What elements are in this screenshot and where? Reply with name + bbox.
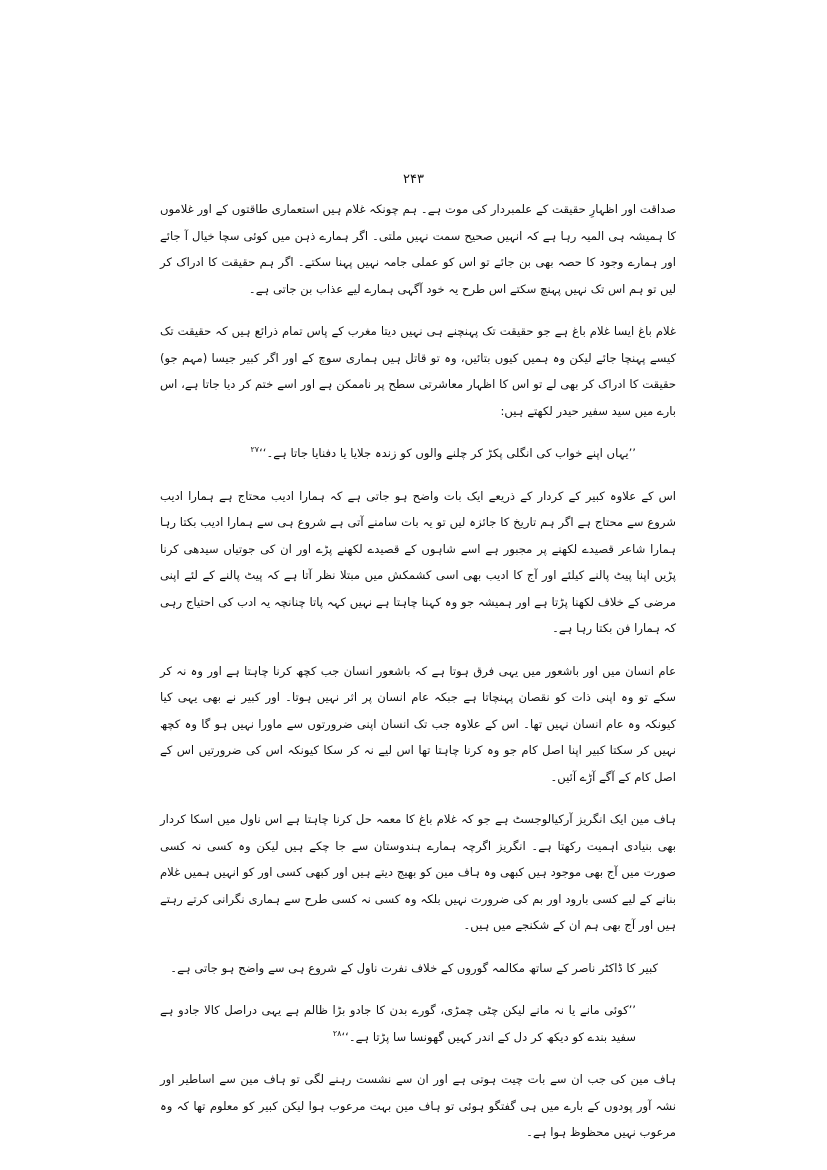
footnote-marker: ۲۸ <box>332 1028 342 1038</box>
quote-text: ’’کوئی مانے یا نہ مانے لیکن چٹی چمڑی، گورے بدن کا جادو بڑا ظالم ہے یہی دراصل کالا جادو ہے سفید بندے کو دیکھ کر دل کے اندر کہیں گھونسا سا پڑتا ہے۔‘‘ <box>160 1003 636 1044</box>
paragraph-1: صداقت اور اظہارِ حقیقت کے علمبردار کی موت ہے۔ ہم چونکہ غلام ہیں استعماری طاقتوں کے اور غلاموں کا ہمیشہ ہی المیہ رہا ہے کہ انہیں صحیح سمت نہیں ملتی۔ اگر ہمارے ذہن میں کوئی سچا خیال آ جائے اور ہمارے وجود کا حصہ بھی بن جائے تو اس کو عملی جامہ نہیں پہنا سکتے۔ اگر ہم حقیقت کا ادراک کر لیں تو ہم اس تک نہیں پہنچ سکتے اس طرح یہ خود آگہی ہمارے لیے عذاب بن جاتی ہے۔ <box>160 202 676 296</box>
quote-intro: کبیر کا ڈاکٹر ناصر کے ساتھ مکالمہ گوروں کے خلاف نفرت ناول کے شروع ہی سے واضح ہو جاتی ہے۔ <box>170 960 658 975</box>
block-quote-2 <box>160 997 636 1050</box>
footnote-marker: ۲۷ <box>250 445 260 455</box>
document-body <box>160 196 676 1162</box>
paragraph-3: اس کے علاوہ کبیر کے کردار کے ذریعے ایک بات واضح ہو جاتی ہے کہ ہمارا ادیب محتاج ہے ہمارا ادیب شروع سے محتاج ہے اگر ہم تاریخ کا جائزہ لیں تو یہ بات سامنے آتی ہے شروع ہی سے ہمارا ادیب بکتا رہا ہمارا شاعر قصیدے لکھنے پر مجبور ہے اسے شاہوں کے قصیدے لکھنے پڑے اور ان کی جوتیاں سیدھی کرنا پڑیں اپنا پیٹ پالنے کیلئے اور آج کا ادیب بھی اسی کشمکش میں مبتلا نظر آتا ہے کہ پیٹ پالنے کے لئے اپنی مرضی کے خلاف لکھنا پڑتا ہے اور ہمیشہ جو وہ کہنا چاہتا ہے نہیں کہہ پاتا چنانچہ یہ ادب کی احتیاج رہی کہ ہمارا فن بکتا رہا ہے۔ <box>160 488 676 635</box>
paragraph-5: ہاف مین ایک انگریز آرکیالوجسٹ ہے جو کہ غلام باغ کا معمہ حل کرنا چاہتا ہے اس ناول میں اسکا کردار بھی بنیادی اہمیت رکھتا ہے۔ انگریز اگرچہ ہمارے ہندوستان سے جا چکے ہیں لیکن وہ کسی نہ کسی صورت میں آج بھی موجود ہیں کبھی وہ ہاف مین کو بھیج دیتے ہیں اور کبھی کسی اور کو انہیں ہمیں غلام بنانے کے لیے کسی بارود اور بم کی ضرورت نہیں بلکہ وہ کسی نہ کسی طرح سے ہماری نگرانی کرتے رہتے ہیں اور آج بھی ہم ان کے شکنجے میں ہیں۔ <box>160 812 676 932</box>
page-number: ۲۴۳ <box>403 172 424 187</box>
paragraph-6: ہاف مین کی جب ان سے بات چیت ہوتی ہے اور ان سے نشست رہنے لگی تو ہاف مین سے اساطیر اور نشہ آور پودوں کے بارے میں ہی گفتگو ہوئی تو ہاف مین بہت مرعوب ہوا لیکن کبیر کو معلوم تھا کہ وہ مرعوب نہیں محظوظ ہوا ہے۔ <box>160 1072 676 1139</box>
paragraph-2: غلام باغ ایسا غلام باغ ہے جو حقیقت تک پہنچنے ہی نہیں دیتا مغرب کے پاس تمام ذرائع ہیں کہ حقیقت تک کیسے پہنچا جائے لیکن وہ ہمیں کیوں بتائیں، وہ تو قاتل ہیں ہماری سوچ کے اور اگر کبیر جیسا (مہم جو) حقیقت کا ادراک کر بھی لے تو اس کا اظہار معاشرتی سطح پر ناممکن ہے اور اسے ختم کر دیا جاتا ہے، اس بارے میں سید سفیر حیدر لکھتے ہیں: <box>160 324 676 418</box>
paragraph-4: عام انسان میں اور باشعور میں یہی فرق ہوتا ہے کہ باشعور انسان جب کچھ کرنا چاہتا ہے اور وہ نہ کر سکے تو وہ اپنی ذات کو نقصان پہنچاتا ہے جبکہ عام انسان پر اثر نہیں ہوتا۔ اور کبیر نے بھی یہی کیا کیونکہ وہ عام انسان نہیں تھا۔ اس کے علاوہ جب تک انسان اپنی ضرورتوں سے ماورا نہیں ہو گا وہ کچھ نہیں کر سکتا کبیر اپنا اصل کام جو وہ کرنا چاہتا تھا اس لیے نہ کر سکا کیونکہ اس کی ضرورتیں اس کے اصل کام کے آگے آڑے آئیں۔ <box>160 663 676 784</box>
quote-text: ’’یہاں اپنے خواب کی انگلی پکڑ کر چلنے والوں کو زندہ جلایا یا دفنایا جاتا ہے۔‘‘ <box>259 446 636 460</box>
block-quote-1 <box>160 440 636 467</box>
